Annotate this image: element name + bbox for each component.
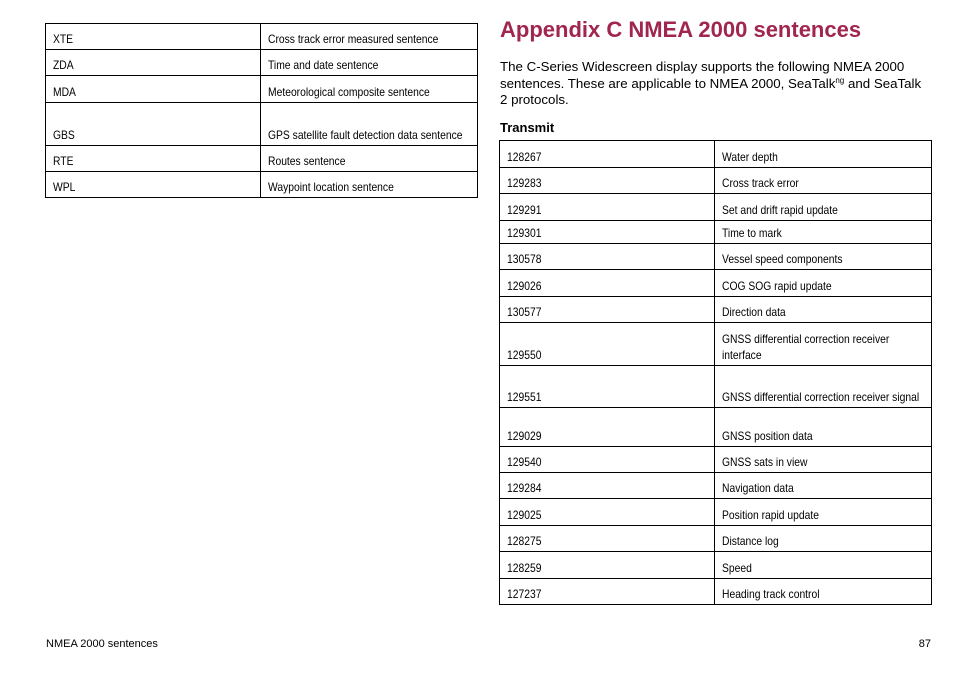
intro-text: The C-Series Widescreen display supports the following NMEA 2000 sentences. These are applicable to NMEA 2000, SeaTalk [500,59,905,91]
sentence-code: RTE [46,146,261,172]
sentence-code: WPL [46,172,261,198]
pgn-description: GNSS differential correction receiver signal [715,366,932,408]
table-row [46,24,478,50]
table-row [500,194,932,221]
sentence-code: GBS [46,103,261,146]
transmit-heading: Transmit [500,120,555,135]
pgn-code: 128275 [500,526,715,552]
pgn-code: 129283 [500,168,715,194]
table-row [500,579,932,605]
pgn-code: 129029 [500,408,715,447]
pgn-description: Navigation data [715,473,932,499]
pgn-description: GNSS differential correction receiver interface [715,323,932,366]
table-row [46,76,478,103]
table-row [500,221,932,244]
pgn-description: COG SOG rapid update [715,270,932,297]
sentence-description: Routes sentence [261,146,478,172]
pgn-code: 129301 [500,221,715,244]
pgn-code: 128259 [500,552,715,579]
pgn-description: GNSS position data [715,408,932,447]
table-row [500,552,932,579]
table-row [500,526,932,552]
footer-section-title: NMEA 2000 sentences [46,638,158,650]
pgn-description: Distance log [715,526,932,552]
pgn-description: Water depth [715,141,932,168]
page-number: 87 [918,638,931,650]
pgn-code: 127237 [500,579,715,605]
transmit-sentence-table [499,140,932,605]
sentence-description: Meteorological composite sentence [261,76,478,103]
seatalk-ng-superscript: ng [835,75,845,85]
pgn-code: 130577 [500,297,715,323]
pgn-code: 129551 [500,366,715,408]
pgn-description: Direction data [715,297,932,323]
pgn-description: Position rapid update [715,499,932,526]
pgn-code: 128267 [500,141,715,168]
pgn-code: 129550 [500,323,715,366]
table-row [500,408,932,447]
sentence-description: GPS satellite fault detection data sentence [261,103,478,146]
table-row [500,168,932,194]
intro-text-end: and SeaTalk 2 protocols. [500,75,922,107]
table-row [500,499,932,526]
sentence-description: Time and date sentence [261,50,478,76]
table-row [500,244,932,270]
pgn-code: 129284 [500,473,715,499]
sentence-code: ZDA [46,50,261,76]
table-row [500,323,932,366]
table-row [46,172,478,198]
pgn-code: 130578 [500,244,715,270]
table-row [500,473,932,499]
pgn-description: Speed [715,552,932,579]
table-row [500,270,932,297]
table-row [46,103,478,146]
sentence-code: MDA [46,76,261,103]
pgn-code: 129540 [500,447,715,473]
sentence-code: XTE [46,24,261,50]
pgn-code: 129026 [500,270,715,297]
table-row [46,50,478,76]
table-row [500,447,932,473]
table-row [500,141,932,168]
sentence-description: Cross track error measured sentence [261,24,478,50]
nmea0183-sentence-table [45,23,478,198]
pgn-description: Set and drift rapid update [715,194,932,221]
intro-paragraph [500,59,930,109]
page-title: Appendix C NMEA 2000 sentences [500,17,862,42]
table-row [46,146,478,172]
pgn-description: Heading track control [715,579,932,605]
pgn-code: 129025 [500,499,715,526]
sentence-description: Waypoint location sentence [261,172,478,198]
table-row [500,366,932,408]
pgn-code: 129291 [500,194,715,221]
pgn-description: Vessel speed components [715,244,932,270]
pgn-description: Cross track error [715,168,932,194]
pgn-description: GNSS sats in view [715,447,932,473]
table-row [500,297,932,323]
pgn-description: Time to mark [715,221,932,244]
